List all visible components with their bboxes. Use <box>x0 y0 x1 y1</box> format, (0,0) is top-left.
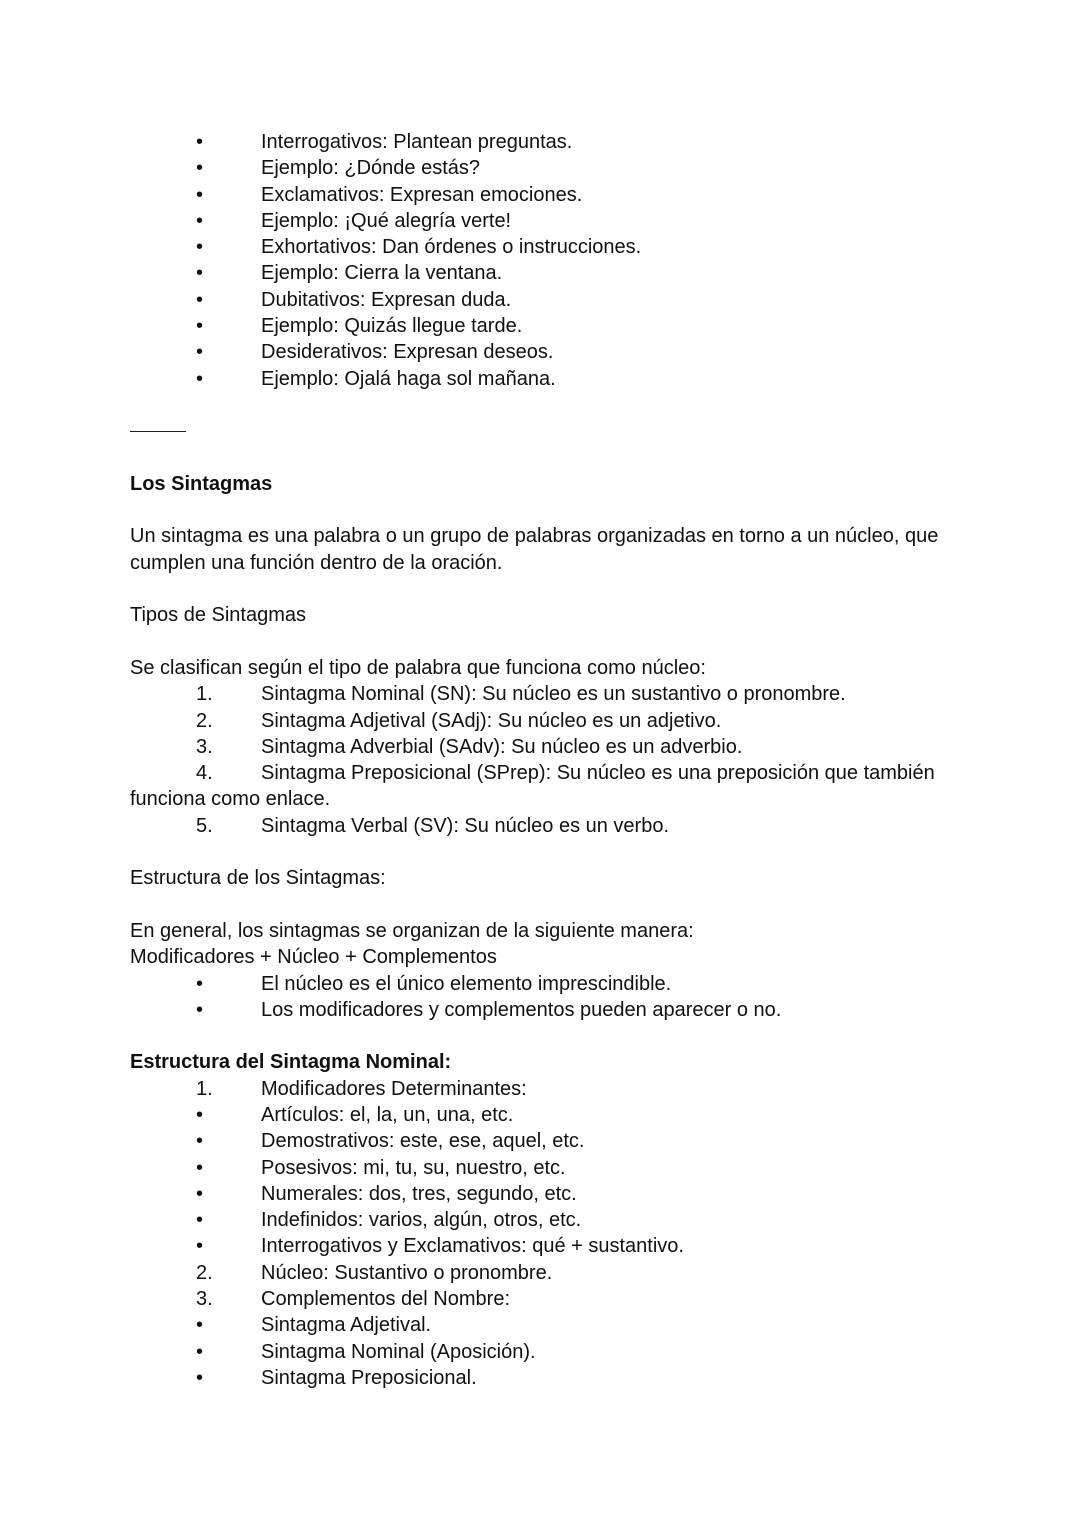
line-text: Modificadores + Núcleo + Complementos <box>130 946 497 969</box>
line-text: Estructura del Sintagma Nominal: <box>130 1051 452 1074</box>
bullet-item <box>130 971 960 997</box>
line-text: Sintagma Adjetival (SAdj): Su núcleo es un adjetivo. <box>261 709 722 732</box>
paragraph-line <box>130 602 960 628</box>
paragraph-line <box>130 550 960 576</box>
paragraph-line <box>130 786 960 812</box>
bullet-item <box>130 208 960 234</box>
line-text: Posesivos: mi, tu, su, nuestro, etc. <box>261 1156 566 1179</box>
text-section <box>130 865 960 891</box>
paragraph-line <box>130 918 960 944</box>
line-text: Los Sintagmas <box>130 472 273 495</box>
text-section <box>130 1049 960 1391</box>
line-text: Un sintagma es una palabra o un grupo de palabras organizadas en torno a un núcleo, que <box>130 525 939 548</box>
list-number: 3. <box>196 1288 213 1311</box>
bullet-item <box>130 182 960 208</box>
bullet-icon: • <box>196 972 204 995</box>
bullet-icon: • <box>196 1130 204 1153</box>
numbered-item <box>130 760 960 786</box>
line-text: Sintagma Verbal (SV): Su núcleo es un verbo. <box>261 814 670 837</box>
section-heading <box>130 1049 960 1075</box>
line-text: Ejemplo: Cierra la ventana. <box>261 262 503 285</box>
bullet-icon: • <box>196 157 204 180</box>
line-text: En general, los sintagmas se organizan de la siguiente manera: <box>130 919 694 942</box>
line-text: Exhortativos: Dan órdenes o instrucciones. <box>261 236 642 259</box>
list-number: 2. <box>196 1261 213 1284</box>
line-text: Ejemplo: ¿Dónde estás? <box>261 157 481 180</box>
bullet-item <box>130 1181 960 1207</box>
line-text: Modificadores Determinantes: <box>261 1077 527 1100</box>
bullet-icon: • <box>196 1235 204 1258</box>
bullet-icon: • <box>196 1314 204 1337</box>
line-text: Demostrativos: este, ese, aquel, etc. <box>261 1130 585 1153</box>
line-text: Ejemplo: Ojalá haga sol mañana. <box>261 367 556 390</box>
line-text: Dubitativos: Expresan duda. <box>261 288 512 311</box>
numbered-item <box>130 734 960 760</box>
bullet-item <box>130 234 960 260</box>
list-number: 3. <box>196 735 213 758</box>
bullet-icon: • <box>196 367 204 390</box>
line-text: Estructura de los Sintagmas: <box>130 867 386 890</box>
list-number: 5. <box>196 814 213 837</box>
bullet-item <box>130 1207 960 1233</box>
bullet-icon: • <box>196 1103 204 1126</box>
paragraph-line <box>130 944 960 970</box>
text-section <box>130 655 960 839</box>
text-section <box>130 918 960 1023</box>
bullet-icon: • <box>196 236 204 259</box>
line-text: Tipos de Sintagmas <box>130 604 307 627</box>
bullet-icon: • <box>196 998 204 1021</box>
bullet-item <box>130 997 960 1023</box>
bullet-icon: • <box>196 1340 204 1363</box>
line-text: Sintagma Nominal (SN): Su núcleo es un sustantivo o pronombre. <box>261 683 846 706</box>
line-text: Desiderativos: Expresan deseos. <box>261 341 554 364</box>
bullet-item <box>130 155 960 181</box>
line-text: Sintagma Adverbial (SAdv): Su núcleo es un adverbio. <box>261 735 743 758</box>
list-number: 4. <box>196 762 213 785</box>
bullet-icon: • <box>196 262 204 285</box>
horizontal-rule <box>130 418 960 444</box>
bullet-item <box>130 260 960 286</box>
line-text: Interrogativos y Exclamativos: qué + sustantivo. <box>261 1235 684 1258</box>
line-text: Artículos: el, la, un, una, etc. <box>261 1103 514 1126</box>
bullet-icon: • <box>196 1209 204 1232</box>
line-text: Sintagma Preposicional (SPrep): Su núcleo es una preposición que también <box>261 762 935 785</box>
line-text: Sintagma Preposicional. <box>261 1366 477 1389</box>
bullet-icon: • <box>196 315 204 338</box>
text-section <box>130 129 960 392</box>
line-text: funciona como enlace. <box>130 788 331 811</box>
line-text: El núcleo es el único elemento imprescindible. <box>261 972 672 995</box>
bullet-icon: • <box>196 1156 204 1179</box>
list-number: 2. <box>196 709 213 732</box>
bullet-item <box>130 1233 960 1259</box>
line-text: Los modificadores y complementos pueden aparecer o no. <box>261 998 782 1021</box>
numbered-item <box>130 1260 960 1286</box>
line-text: Interrogativos: Plantean preguntas. <box>261 131 573 153</box>
text-section <box>130 523 960 576</box>
bullet-item <box>130 1155 960 1181</box>
bullet-item <box>130 1365 960 1391</box>
text-section <box>130 602 960 628</box>
line-text: Ejemplo: Quizás llegue tarde. <box>261 315 523 338</box>
list-number: 1. <box>196 683 213 706</box>
bullet-item <box>130 313 960 339</box>
line-text: cumplen una función dentro de la oración. <box>130 551 503 574</box>
line-text: Complementos del Nombre: <box>261 1288 510 1311</box>
bullet-icon: • <box>196 1182 204 1205</box>
bullet-item <box>130 1312 960 1338</box>
bullet-icon: • <box>196 288 204 311</box>
list-number: 1. <box>196 1077 213 1100</box>
bullet-icon: • <box>196 183 204 206</box>
bullet-item <box>130 1128 960 1154</box>
bullet-item <box>130 129 960 155</box>
section-divider-block <box>130 418 960 444</box>
numbered-item <box>130 681 960 707</box>
line-text: Ejemplo: ¡Qué alegría verte! <box>261 209 512 232</box>
paragraph-line <box>130 655 960 681</box>
text-section <box>130 471 960 497</box>
bullet-item <box>130 287 960 313</box>
paragraph-line <box>130 865 960 891</box>
bullet-icon: • <box>196 1366 204 1389</box>
numbered-item <box>130 1286 960 1312</box>
document-page <box>130 129 960 1391</box>
bullet-icon: • <box>196 209 204 232</box>
line-text: Sintagma Adjetival. <box>261 1314 432 1337</box>
bullet-item <box>130 1339 960 1365</box>
bullet-item <box>130 1102 960 1128</box>
bullet-icon: • <box>196 131 204 153</box>
numbered-item <box>130 1076 960 1102</box>
numbered-item <box>130 813 960 839</box>
line-text: Numerales: dos, tres, segundo, etc. <box>261 1182 577 1205</box>
line-text: Indefinidos: varios, algún, otros, etc. <box>261 1209 582 1232</box>
section-heading <box>130 471 960 497</box>
bullet-icon: • <box>196 341 204 364</box>
line-text: Núcleo: Sustantivo o pronombre. <box>261 1261 553 1284</box>
bullet-item <box>130 339 960 365</box>
line-text: Exclamativos: Expresan emociones. <box>261 183 583 206</box>
line-text: Sintagma Nominal (Aposición). <box>261 1340 536 1363</box>
paragraph-line <box>130 523 960 549</box>
bullet-item <box>130 366 960 392</box>
line-text: Se clasifican según el tipo de palabra que funciona como núcleo: <box>130 656 706 679</box>
numbered-item <box>130 708 960 734</box>
